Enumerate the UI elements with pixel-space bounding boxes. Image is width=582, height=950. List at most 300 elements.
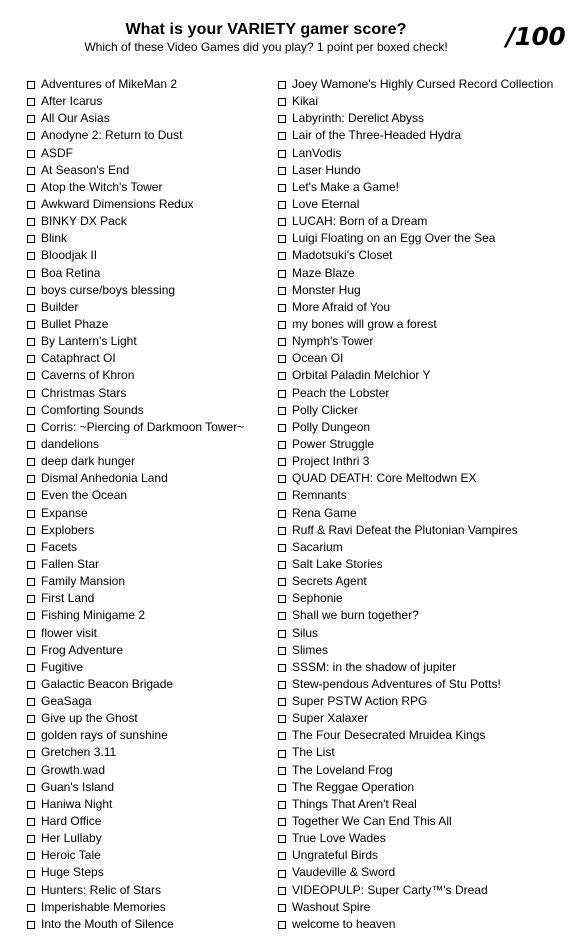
- game-title: LanVodis: [292, 145, 342, 160]
- game-item: [278, 710, 553, 727]
- game-title: First Land: [41, 591, 95, 606]
- game-title: Ungrateful Birds: [292, 848, 379, 863]
- game-item: [27, 796, 244, 813]
- game-title: All Our Asias: [41, 111, 110, 126]
- game-title: Guan's Island: [41, 779, 115, 794]
- game-item: [278, 642, 553, 659]
- checkbox[interactable]: [278, 390, 286, 398]
- game-item: [27, 779, 244, 796]
- checkbox[interactable]: [278, 218, 286, 226]
- game-title: SSSM: in the shadow of jupiter: [292, 659, 457, 674]
- game-title: Project Inthri 3: [292, 454, 370, 469]
- game-item: [278, 590, 553, 607]
- checkbox[interactable]: [27, 441, 35, 449]
- game-title: BINKY DX Pack: [41, 214, 127, 229]
- checkbox[interactable]: [27, 98, 35, 106]
- checkbox[interactable]: [278, 492, 286, 500]
- game-item: [278, 847, 553, 864]
- game-item: [278, 607, 553, 624]
- game-item: [278, 470, 553, 487]
- checkbox[interactable]: [27, 921, 35, 929]
- game-item: [278, 659, 553, 676]
- checkbox[interactable]: [27, 475, 35, 483]
- checkbox[interactable]: [278, 544, 286, 552]
- game-title: The Reggae Operation: [292, 779, 415, 794]
- game-item: [278, 539, 553, 556]
- game-title: Into the Mouth of Silence: [41, 916, 174, 931]
- checkbox[interactable]: [27, 355, 35, 363]
- game-title: welcome to heaven: [292, 916, 396, 931]
- game-item: [278, 779, 553, 796]
- game-title: Christmas Stars: [41, 385, 127, 400]
- game-title: Huge Steps: [41, 865, 104, 880]
- checkbox[interactable]: [27, 561, 35, 569]
- checkbox[interactable]: [278, 355, 286, 363]
- header: [0, 20, 532, 54]
- game-title: Joey Wamone's Highly Cursed Record Collection: [292, 77, 554, 91]
- game-item: [278, 676, 553, 693]
- game-item: [278, 213, 553, 230]
- game-item: [27, 316, 244, 333]
- score-label: /100: [506, 22, 566, 51]
- checkbox[interactable]: [278, 784, 286, 792]
- game-item: [278, 110, 553, 127]
- checkbox[interactable]: [27, 664, 35, 672]
- game-item: [278, 453, 553, 470]
- game-title: my bones will grow a forest: [292, 316, 437, 331]
- checkbox[interactable]: [27, 612, 35, 620]
- checkbox[interactable]: [27, 578, 35, 586]
- game-item: [27, 744, 244, 761]
- game-item: [278, 299, 553, 316]
- game-item: [278, 916, 553, 933]
- game-title: boys curse/boys blessing: [41, 282, 176, 297]
- game-title: Ocean OI: [292, 351, 344, 366]
- checkbox[interactable]: [27, 698, 35, 706]
- game-item: [278, 505, 553, 522]
- game-title: Atop the Witch's Tower: [41, 179, 163, 194]
- checkbox[interactable]: [278, 424, 286, 432]
- checkbox[interactable]: [27, 818, 35, 826]
- game-title: Polly Clicker: [292, 402, 359, 417]
- checkbox[interactable]: [27, 527, 35, 535]
- game-item: [27, 830, 244, 847]
- checkbox[interactable]: [27, 115, 35, 123]
- game-item: [278, 796, 553, 813]
- game-item: [278, 196, 553, 213]
- game-title: Monster Hug: [292, 282, 361, 297]
- checkbox[interactable]: [278, 595, 286, 603]
- checkbox[interactable]: [27, 372, 35, 380]
- game-item: [278, 367, 553, 384]
- game-title: Anodyne 2: Return to Dust: [41, 128, 183, 143]
- game-title: Washout Spire: [292, 899, 371, 914]
- game-item: [278, 487, 553, 504]
- game-title: Together We Can End This All: [292, 814, 452, 829]
- checkbox[interactable]: [278, 235, 286, 243]
- game-item: [27, 625, 244, 642]
- game-title: Sephonie: [292, 591, 343, 606]
- game-item: [27, 196, 244, 213]
- checkbox[interactable]: [27, 321, 35, 329]
- game-title: At Season's End: [41, 162, 130, 177]
- game-title: Expanse: [41, 505, 88, 520]
- checkbox[interactable]: [27, 390, 35, 398]
- checkbox[interactable]: [27, 407, 35, 415]
- game-item: [27, 590, 244, 607]
- checkbox[interactable]: [278, 887, 286, 895]
- checkbox[interactable]: [27, 218, 35, 226]
- checkbox[interactable]: [278, 98, 286, 106]
- game-item: [27, 93, 244, 110]
- game-title: Laser Hundo: [292, 162, 361, 177]
- checkbox[interactable]: [278, 870, 286, 878]
- checkbox[interactable]: [27, 767, 35, 775]
- game-item: [27, 727, 244, 744]
- game-item: [278, 436, 553, 453]
- checkbox[interactable]: [278, 647, 286, 655]
- game-item: [27, 76, 244, 93]
- game-title: The Four Desecrated Mruidea Kings: [292, 728, 486, 743]
- checkbox[interactable]: [278, 201, 286, 209]
- checkbox[interactable]: [278, 715, 286, 723]
- game-title: Ruff & Ravi Defeat the Plutonian Vampires: [292, 522, 518, 537]
- game-title: Even the Ocean: [41, 488, 128, 503]
- game-item: [27, 265, 244, 282]
- game-title: GeaSaga: [41, 694, 92, 709]
- game-item: [27, 145, 244, 162]
- checkbox[interactable]: [27, 784, 35, 792]
- game-item: [27, 539, 244, 556]
- checkbox[interactable]: [27, 81, 35, 89]
- game-item: [278, 573, 553, 590]
- checkbox[interactable]: [278, 150, 286, 158]
- game-item: [27, 230, 244, 247]
- game-item: [278, 813, 553, 830]
- game-item: [27, 522, 244, 539]
- game-title: Super Xalaxer: [292, 711, 369, 726]
- game-list-left: [27, 76, 244, 933]
- game-item: [27, 642, 244, 659]
- checkbox[interactable]: [27, 287, 35, 295]
- checkbox[interactable]: [278, 681, 286, 689]
- checkbox[interactable]: [278, 750, 286, 758]
- game-item: [27, 556, 244, 573]
- checkbox[interactable]: [27, 458, 35, 466]
- game-item: [27, 847, 244, 864]
- game-item: [27, 333, 244, 350]
- checkbox[interactable]: [278, 407, 286, 415]
- game-title: Bloodjak II: [41, 248, 98, 263]
- game-item: [278, 882, 553, 899]
- checkbox[interactable]: [27, 544, 35, 552]
- game-title: Madotsuki's Closet: [292, 248, 393, 263]
- checkbox[interactable]: [278, 527, 286, 535]
- checkbox[interactable]: [278, 115, 286, 123]
- game-item: [27, 419, 244, 436]
- game-item: [278, 350, 553, 367]
- game-item: [278, 127, 553, 144]
- game-item: [278, 830, 553, 847]
- game-title: Kikai: [292, 94, 319, 109]
- game-title: Family Mansion: [41, 574, 126, 589]
- checkbox[interactable]: [278, 801, 286, 809]
- game-title: Boa Retina: [41, 265, 101, 280]
- game-item: [278, 899, 553, 916]
- checkbox[interactable]: [278, 630, 286, 638]
- game-item: [278, 162, 553, 179]
- game-title: Corris: ~Piercing of Darkmoon Tower~: [41, 419, 245, 434]
- game-title: Gretchen 3.11: [41, 745, 117, 760]
- game-title: Power Struggle: [292, 436, 375, 451]
- game-title: The Loveland Frog: [292, 762, 393, 777]
- game-title: deep dark hunger: [41, 454, 136, 469]
- checkbox[interactable]: [278, 578, 286, 586]
- game-item: [278, 265, 553, 282]
- checkbox[interactable]: [278, 698, 286, 706]
- game-item: [27, 367, 244, 384]
- game-title: VIDEOPULP: Super Carty™'s Dread: [292, 882, 488, 897]
- game-title: Sacarium: [292, 539, 343, 554]
- checkbox[interactable]: [278, 81, 286, 89]
- checkbox[interactable]: [278, 732, 286, 740]
- game-title: Builder: [41, 299, 79, 314]
- game-title: Let's Make a Game!: [292, 179, 400, 194]
- game-item: [27, 607, 244, 624]
- game-title: Nymph's Tower: [292, 334, 374, 349]
- game-title: Things That Aren't Real: [292, 796, 417, 811]
- checkbox[interactable]: [27, 252, 35, 260]
- game-title: Luigi Floating on an Egg Over the Sea: [292, 231, 496, 246]
- game-title: Adventures of MikeMan 2: [41, 77, 178, 91]
- game-item: [278, 419, 553, 436]
- game-title: Super PSTW Action RPG: [292, 694, 428, 709]
- game-item: [27, 813, 244, 830]
- game-list-right: [278, 76, 553, 933]
- checkbox[interactable]: [278, 287, 286, 295]
- game-item: [278, 333, 553, 350]
- game-title: Vaudeville & Sword: [292, 865, 396, 880]
- checkbox[interactable]: [27, 715, 35, 723]
- checkbox[interactable]: [27, 904, 35, 912]
- game-title: Fishing Minigame 2: [41, 608, 146, 623]
- game-item: [27, 487, 244, 504]
- game-item: [27, 864, 244, 881]
- checkbox[interactable]: [27, 492, 35, 500]
- checkbox[interactable]: [27, 167, 35, 175]
- game-item: [278, 179, 553, 196]
- checkbox[interactable]: [278, 767, 286, 775]
- game-item: [27, 676, 244, 693]
- game-title: Shall we burn together?: [292, 608, 419, 623]
- checkbox[interactable]: [278, 184, 286, 192]
- checkbox[interactable]: [27, 750, 35, 758]
- game-title: Awkward Dimensions Redux: [41, 196, 194, 211]
- game-item: [278, 625, 553, 642]
- game-title: Rena Game: [292, 505, 357, 520]
- checkbox[interactable]: [27, 338, 35, 346]
- game-title: Heroic Tale: [41, 848, 101, 863]
- game-title: Silus: [292, 625, 319, 640]
- checkbox[interactable]: [27, 630, 35, 638]
- game-item: [278, 522, 553, 539]
- game-item: [27, 505, 244, 522]
- checkbox[interactable]: [27, 870, 35, 878]
- game-title: By Lantern's Light: [41, 334, 137, 349]
- game-item: [27, 693, 244, 710]
- game-title: Blink: [41, 231, 68, 246]
- game-title: Salt Lake Stories: [292, 556, 383, 571]
- game-title: More Afraid of You: [292, 299, 391, 314]
- checkbox[interactable]: [278, 510, 286, 518]
- checkbox[interactable]: [278, 252, 286, 260]
- game-title: Peach the Lobster: [292, 385, 390, 400]
- game-item: [27, 659, 244, 676]
- game-item: [27, 453, 244, 470]
- game-title: Bullet Phaze: [41, 316, 109, 331]
- game-item: [27, 385, 244, 402]
- game-title: Explobers: [41, 522, 95, 537]
- checkbox[interactable]: [27, 835, 35, 843]
- game-item: [278, 762, 553, 779]
- game-item: [27, 402, 244, 419]
- game-item: [278, 727, 553, 744]
- game-item: [27, 916, 244, 933]
- checkbox[interactable]: [27, 510, 35, 518]
- game-title: QUAD DEATH: Core Meltodwn EX: [292, 471, 477, 486]
- game-title: True Love Wades: [292, 831, 386, 846]
- game-item: [278, 864, 553, 881]
- game-title: The List: [292, 745, 335, 760]
- checkbox[interactable]: [27, 304, 35, 312]
- game-title: Hard Office: [41, 814, 102, 829]
- game-item: [278, 316, 553, 333]
- game-title: Give up the Ghost: [41, 711, 138, 726]
- game-item: [27, 882, 244, 899]
- checkbox[interactable]: [278, 904, 286, 912]
- game-title: Orbital Paladin Melchior Y: [292, 368, 431, 383]
- game-title: Polly Dungeon: [292, 419, 371, 434]
- game-title: After Icarus: [41, 94, 103, 109]
- game-item: [27, 299, 244, 316]
- game-title: Her Lullaby: [41, 831, 102, 846]
- checkbox[interactable]: [27, 270, 35, 278]
- checkbox[interactable]: [27, 595, 35, 603]
- game-title: ASDF: [41, 145, 74, 160]
- checkbox[interactable]: [278, 664, 286, 672]
- checkbox[interactable]: [278, 475, 286, 483]
- game-title: Imperishable Memories: [41, 899, 166, 914]
- checkbox[interactable]: [27, 852, 35, 860]
- checkbox[interactable]: [27, 887, 35, 895]
- checkbox[interactable]: [278, 441, 286, 449]
- game-title: Caverns of Khron: [41, 368, 135, 383]
- game-title: flower visit: [41, 625, 98, 640]
- game-item: [27, 436, 244, 453]
- checkbox[interactable]: [278, 561, 286, 569]
- game-title: Hunters: Relic of Stars: [41, 882, 162, 897]
- checkbox[interactable]: [278, 818, 286, 826]
- checkbox[interactable]: [278, 132, 286, 140]
- game-title: Labyrinth: Derelict Abyss: [292, 111, 425, 126]
- game-item: [278, 282, 553, 299]
- checkbox[interactable]: [27, 201, 35, 209]
- game-item: [27, 127, 244, 144]
- game-title: Haniwa Night: [41, 796, 113, 811]
- game-item: [278, 744, 553, 761]
- game-title: Cataphract OI: [41, 351, 116, 366]
- game-item: [278, 247, 553, 264]
- game-title: Growth.wad: [41, 762, 106, 777]
- game-title: Maze Blaze: [292, 265, 355, 280]
- checkbox[interactable]: [278, 458, 286, 466]
- page-subtitle: Which of these Video Games did you play? 1 point per boxed check!: [84, 40, 448, 54]
- checkbox[interactable]: [278, 612, 286, 620]
- game-title: Frog Adventure: [41, 642, 124, 657]
- game-item: [27, 470, 244, 487]
- game-item: [278, 93, 553, 110]
- game-title: Dismal Anhedonia Land: [41, 471, 168, 486]
- game-item: [278, 145, 553, 162]
- game-title: Fallen Star: [41, 556, 100, 571]
- game-item: [27, 179, 244, 196]
- game-item: [278, 402, 553, 419]
- game-item: [278, 76, 553, 93]
- checkbox[interactable]: [278, 921, 286, 929]
- checkbox[interactable]: [278, 835, 286, 843]
- checkbox[interactable]: [278, 167, 286, 175]
- game-title: Fugitive: [41, 659, 84, 674]
- game-item: [27, 762, 244, 779]
- checkbox[interactable]: [27, 235, 35, 243]
- checkbox[interactable]: [27, 647, 35, 655]
- checkbox[interactable]: [27, 681, 35, 689]
- game-item: [27, 350, 244, 367]
- game-title: Galactic Beacon Brigade: [41, 676, 174, 691]
- game-title: LUCAH: Born of a Dream: [292, 214, 428, 229]
- checkbox[interactable]: [278, 372, 286, 380]
- game-title: Slimes: [292, 642, 329, 657]
- game-item: [278, 556, 553, 573]
- game-item: [27, 110, 244, 127]
- checkbox[interactable]: [278, 321, 286, 329]
- checkbox[interactable]: [27, 424, 35, 432]
- game-item: [27, 247, 244, 264]
- game-item: [27, 282, 244, 299]
- checkbox[interactable]: [27, 184, 35, 192]
- checkbox[interactable]: [278, 270, 286, 278]
- checkbox[interactable]: [27, 732, 35, 740]
- game-title: Stew-pendous Adventures of Stu Potts!: [292, 676, 501, 691]
- checkbox[interactable]: [278, 852, 286, 860]
- checkbox[interactable]: [27, 132, 35, 140]
- checkbox[interactable]: [27, 801, 35, 809]
- checkbox[interactable]: [278, 338, 286, 346]
- checkbox[interactable]: [278, 304, 286, 312]
- game-title: Secrets Agent: [292, 574, 367, 589]
- game-item: [27, 573, 244, 590]
- game-title: Lair of the Three-Headed Hydra: [292, 128, 462, 143]
- game-item: [278, 693, 553, 710]
- game-title: golden rays of sunshine: [41, 728, 168, 743]
- checkbox[interactable]: [27, 150, 35, 158]
- game-title: Facets: [41, 539, 78, 554]
- game-title: Love Eternal: [292, 196, 360, 211]
- game-item: [278, 230, 553, 247]
- game-title: Remnants: [292, 488, 347, 503]
- game-item: [27, 710, 244, 727]
- game-item: [278, 385, 553, 402]
